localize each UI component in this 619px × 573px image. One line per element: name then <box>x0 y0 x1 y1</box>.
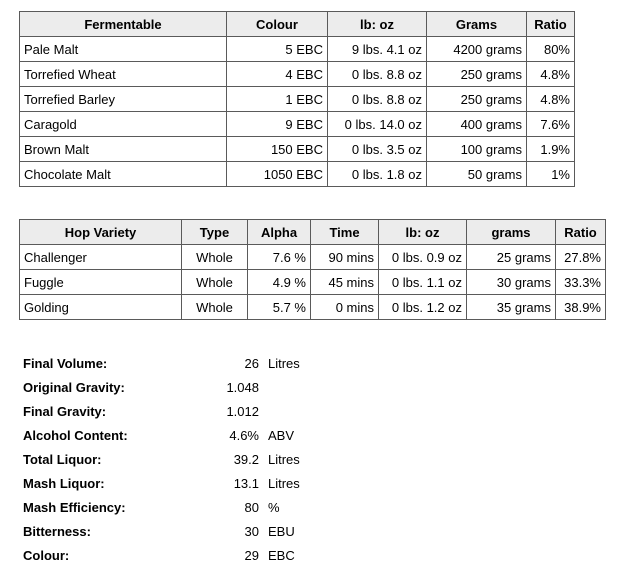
table-row <box>20 112 575 137</box>
summary-unit: EBC <box>268 548 295 563</box>
fermentable-grams: 100 grams <box>427 137 527 162</box>
header-fermentable: Fermentable <box>20 12 227 37</box>
summary-value: 26 <box>244 356 259 371</box>
fermentable-grams: 250 grams <box>427 62 527 87</box>
fermentable-name: Torrefied Barley <box>20 87 227 112</box>
summary-label: Alcohol Content: <box>23 428 128 443</box>
hop-variety: Challenger <box>20 245 182 270</box>
fermentable-colour: 5 EBC <box>227 37 328 62</box>
header-alpha: Alpha <box>248 220 311 245</box>
hop-alpha: 7.6 % <box>248 245 311 270</box>
hop-grams: 35 grams <box>467 295 556 320</box>
summary-value: 1.012 <box>226 404 259 419</box>
header-ratio: Ratio <box>556 220 606 245</box>
table-row <box>20 162 575 187</box>
hop-alpha: 5.7 % <box>248 295 311 320</box>
hop-variety: Golding <box>20 295 182 320</box>
summary-unit: Litres <box>268 356 300 371</box>
summary-label: Total Liquor: <box>23 452 102 467</box>
hop-lb-oz: 0 lbs. 1.1 oz <box>379 270 467 295</box>
hop-grams: 30 grams <box>467 270 556 295</box>
header-type: Type <box>182 220 248 245</box>
fermentable-grams: 400 grams <box>427 112 527 137</box>
hop-type: Whole <box>182 295 248 320</box>
header-time: Time <box>311 220 379 245</box>
fermentable-ratio: 1% <box>527 162 575 187</box>
summary-unit: Litres <box>268 452 300 467</box>
fermentable-ratio: 1.9% <box>527 137 575 162</box>
fermentable-colour: 1050 EBC <box>227 162 328 187</box>
summary-unit: % <box>268 500 280 515</box>
fermentable-grams: 250 grams <box>427 87 527 112</box>
table-row <box>20 295 606 320</box>
hop-ratio: 38.9% <box>556 295 606 320</box>
fermentable-name: Torrefied Wheat <box>20 62 227 87</box>
fermentable-colour: 9 EBC <box>227 112 328 137</box>
hops-table <box>19 219 606 320</box>
fermentable-name: Caragold <box>20 112 227 137</box>
hop-alpha: 4.9 % <box>248 270 311 295</box>
fermentable-lb-oz: 0 lbs. 14.0 oz <box>328 112 427 137</box>
fermentable-ratio: 80% <box>527 37 575 62</box>
header-colour: Colour <box>227 12 328 37</box>
summary-unit: EBU <box>268 524 295 539</box>
hop-ratio: 27.8% <box>556 245 606 270</box>
fermentable-lb-oz: 0 lbs. 1.8 oz <box>328 162 427 187</box>
summary-value: 80 <box>244 500 259 515</box>
fermentable-colour: 1 EBC <box>227 87 328 112</box>
hops-header-row <box>20 220 606 245</box>
fermentable-name: Brown Malt <box>20 137 227 162</box>
summary-label: Final Volume: <box>23 356 108 371</box>
summary-value: 1.048 <box>226 380 259 395</box>
summary-label: Colour: <box>23 548 70 563</box>
header-grams: Grams <box>427 12 527 37</box>
fermentable-grams: 50 grams <box>427 162 527 187</box>
table-row <box>20 270 606 295</box>
fermentables-header-row <box>20 12 575 37</box>
summary-value: 13.1 <box>233 476 259 491</box>
table-row <box>20 245 606 270</box>
fermentable-lb-oz: 0 lbs. 3.5 oz <box>328 137 427 162</box>
summary-value: 4.6% <box>229 428 259 443</box>
header-lb-oz: lb: oz <box>379 220 467 245</box>
header-grams: grams <box>467 220 556 245</box>
summary-label: Bitterness: <box>23 524 91 539</box>
recipe-summary <box>23 352 343 568</box>
hop-type: Whole <box>182 270 248 295</box>
summary-row-final-volume <box>23 352 343 376</box>
hop-type: Whole <box>182 245 248 270</box>
summary-value: 30 <box>244 524 259 539</box>
fermentable-grams: 4200 grams <box>427 37 527 62</box>
header-hop-variety: Hop Variety <box>20 220 182 245</box>
fermentable-name: Pale Malt <box>20 37 227 62</box>
summary-unit: Litres <box>268 476 300 491</box>
table-row <box>20 137 575 162</box>
summary-row-final-gravity <box>23 400 343 424</box>
hop-grams: 25 grams <box>467 245 556 270</box>
fermentable-ratio: 4.8% <box>527 62 575 87</box>
hop-variety: Fuggle <box>20 270 182 295</box>
summary-value: 39.2 <box>233 452 259 467</box>
summary-row-mash-efficiency <box>23 496 343 520</box>
fermentable-ratio: 7.6% <box>527 112 575 137</box>
header-lb-oz: lb: oz <box>328 12 427 37</box>
summary-row-mash-liquor <box>23 472 343 496</box>
summary-label: Mash Liquor: <box>23 476 105 491</box>
summary-label: Mash Efficiency: <box>23 500 126 515</box>
fermentable-colour: 4 EBC <box>227 62 328 87</box>
hop-time: 45 mins <box>311 270 379 295</box>
hop-time: 0 mins <box>311 295 379 320</box>
summary-label: Original Gravity: <box>23 380 125 395</box>
fermentable-lb-oz: 0 lbs. 8.8 oz <box>328 62 427 87</box>
fermentable-lb-oz: 0 lbs. 8.8 oz <box>328 87 427 112</box>
header-ratio: Ratio <box>527 12 575 37</box>
fermentable-lb-oz: 9 lbs. 4.1 oz <box>328 37 427 62</box>
fermentables-table <box>19 11 575 187</box>
hop-lb-oz: 0 lbs. 0.9 oz <box>379 245 467 270</box>
hop-ratio: 33.3% <box>556 270 606 295</box>
summary-row-bitterness <box>23 520 343 544</box>
fermentable-colour: 150 EBC <box>227 137 328 162</box>
summary-unit: ABV <box>268 428 295 443</box>
table-row <box>20 87 575 112</box>
summary-row-total-liquor <box>23 448 343 472</box>
table-row <box>20 62 575 87</box>
fermentable-ratio: 4.8% <box>527 87 575 112</box>
hop-lb-oz: 0 lbs. 1.2 oz <box>379 295 467 320</box>
table-row <box>20 37 575 62</box>
summary-label: Final Gravity: <box>23 404 107 419</box>
summary-row-original-gravity <box>23 376 343 400</box>
fermentable-name: Chocolate Malt <box>20 162 227 187</box>
summary-value: 29 <box>244 548 259 563</box>
summary-row-colour <box>23 544 343 568</box>
summary-row-alcohol-content <box>23 424 343 448</box>
hop-time: 90 mins <box>311 245 379 270</box>
